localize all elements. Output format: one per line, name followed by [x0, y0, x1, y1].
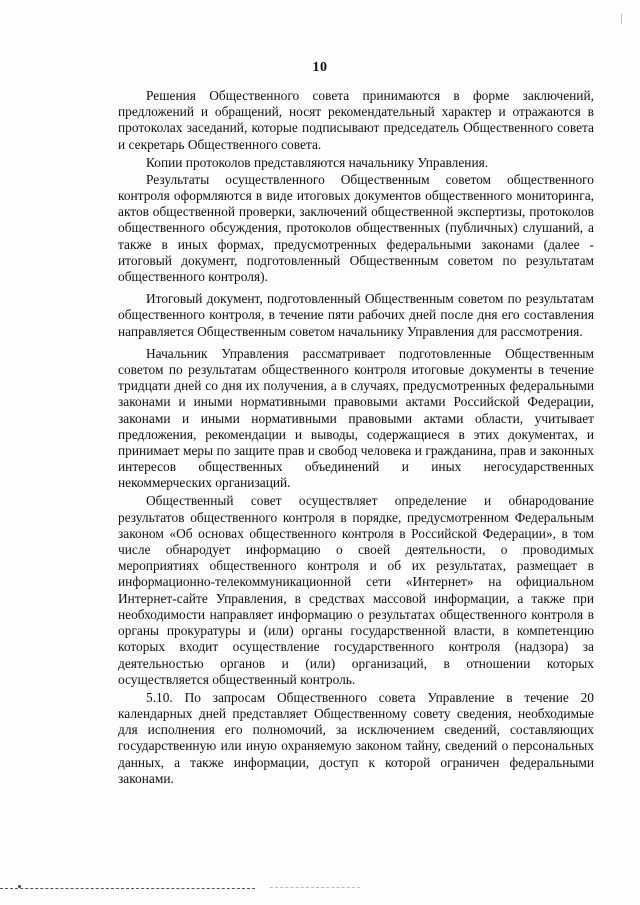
paragraph-publication: Общественный совет осуществляет определение и обнародование результатов общественного контроля в порядке, предусмотренном Федеральным законом «Об основах общественного контроля в Российской Федерации», в том числе обнародует информацию о своей деятельности, о проводимых мероприятиях общественного контроля и об их результатах, размещает в информационно-телекоммуникационной сети «Интернет» на официальном Интернет-сайте Управления, в средствах массовой информации, а также при необходимости направляет информацию о результатах общественного контроля в органы прокуратуры и (или) органы государственной власти, в компетенцию которых входит осуществление государственного контроля (надзора) за деятельностью органов и (или) организаций, в отношении которых осуществляется общественный контроль.: [118, 493, 594, 687]
paragraph-head-review: Начальник Управления рассматривает подготовленные Общественным советом по результатам общественного контроля итоговые документы в течение тридцати дней со дня их получения, а в случаях, предусмотренных федеральными законами и иными нормативными правовыми актами Российской Федерации, законами и иными нормативными правовыми актами области, учитывает предложения, рекомендации и выводы, содержащиеся в этих документах, и принимает меры по защите прав и свобод человека и гражданина, прав и законных интересов общественных объединений и иных негосударственных некоммерческих организаций.: [118, 345, 594, 491]
scan-artifact-line-faint: [270, 887, 360, 888]
page-number: 10: [312, 60, 328, 75]
paragraph-control-results: Результаты осуществленного Общественным советом общественного контроля оформляются в виде итоговых документов общественного мониторинга, актов общественной проверки, заключений общественной экспертизы, протоколов общественного обсуждения, протоколов общественных (публичных) слушаний, а также в иных формах, предусмотренных федеральными законами (далее - итоговый документ, подготовленный Общественным советом по результатам общественного контроля).: [118, 171, 594, 285]
paragraph-protocol-copies: Копии протоколов представляются начальнику Управления.: [146, 154, 489, 170]
scan-artifact-line: [0, 888, 255, 889]
document-body: [118, 88, 594, 789]
paragraph-final-document: Итоговый документ, подготовленный Общественным советом по результатам общественного контроля, в течение пяти рабочих дней после дня его составления направляется Общественным советом начальнику Управления для рассмотрения.: [118, 291, 594, 339]
scan-artifact-mark: [621, 14, 626, 24]
paragraph-decisions: Решения Общественного совета принимаются в форме заключений, предложений и обращений, носят рекомендательный характер и отражаются в протоколах заседаний, которые подписывают председатель Общественного совета и секретарь Общественного совета.: [118, 88, 594, 152]
paragraph-5-10-requests: 5.10. По запросам Общественного совета Управление в течение 20 календарных дней представляет Общественному совету сведения, необходимые для исполнения его полномочий, за исключением сведений, составляющих государственную или иную охраняемую законом тайну, сведений о персональных данных, а также информации, доступ к которой ограничен федеральными законами.: [118, 689, 594, 786]
